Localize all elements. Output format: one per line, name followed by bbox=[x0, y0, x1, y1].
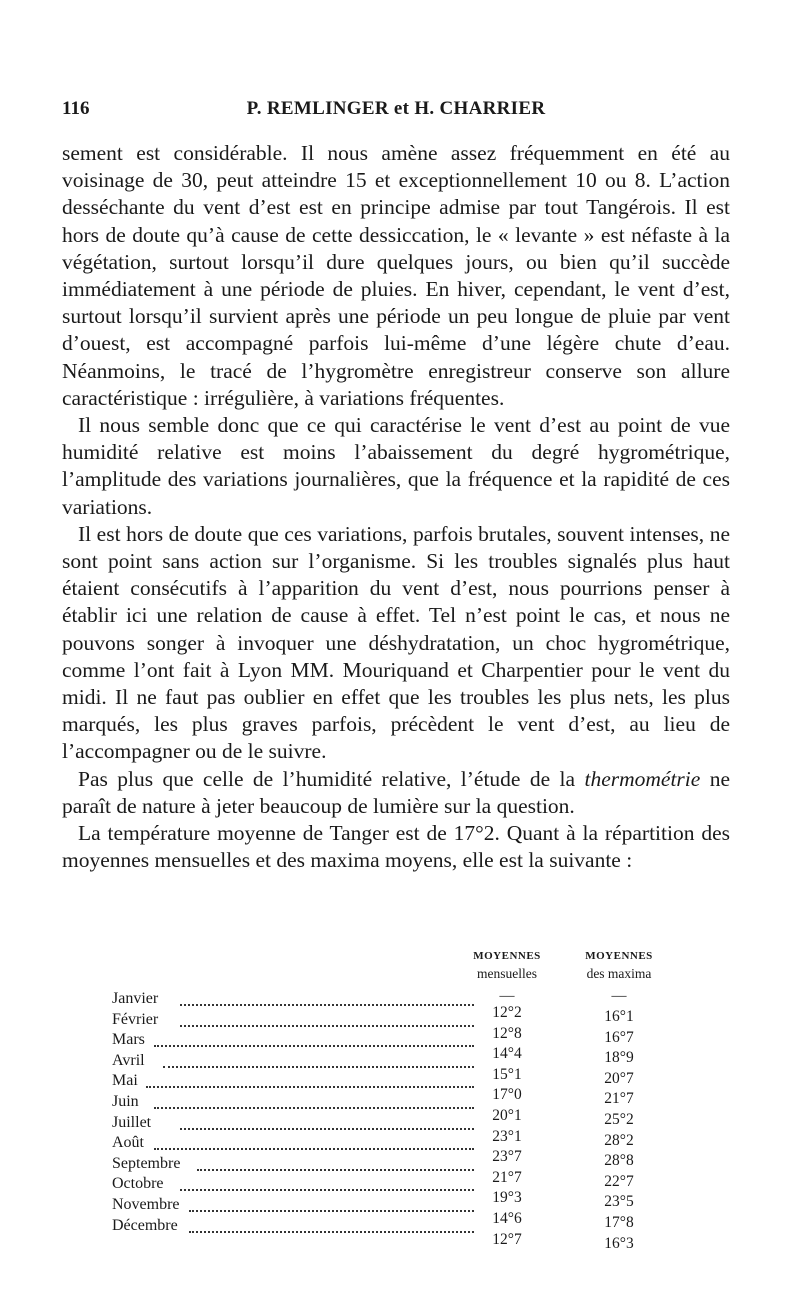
thermometrie-term: thermométrie bbox=[584, 766, 701, 791]
table-cell-moyenne-maxima: 25°2 bbox=[604, 1111, 634, 1128]
paragraph-2: Il nous semble donc que ce qui caractérise le vent d’est au point de vue humidité relative est moins l’abaissement du degré hygrométrique, l’amplitude des variations journalières, que la fréquence et la rapidité de ces variations. bbox=[62, 413, 730, 519]
table-row-label: Décembre bbox=[112, 1216, 178, 1234]
dot-leader bbox=[154, 1105, 474, 1109]
paragraph-4-start: Pas plus que celle de l’humidité relative, l’étude de la bbox=[78, 766, 576, 791]
column-header-moyennes-mensuelles bbox=[452, 948, 562, 982]
table-cell-moyenne-maxima: 28°8 bbox=[604, 1152, 634, 1170]
dot-leader bbox=[180, 1187, 474, 1191]
table-cell-moyenne-maxima: 16°3 bbox=[604, 1234, 634, 1252]
table-cell-moyenne-maxima: 21°7 bbox=[604, 1090, 634, 1108]
dot-leader bbox=[197, 1167, 474, 1171]
table-row-label: Février bbox=[112, 1010, 159, 1028]
table-cell-moyenne-maxima: 18°9 bbox=[604, 1049, 634, 1067]
dot-leader bbox=[180, 1002, 474, 1006]
table-cell-moyenne-mensuelle: 21°7 bbox=[492, 1168, 522, 1186]
table-cell-moyenne-mensuelle: 17°0 bbox=[492, 1086, 522, 1104]
table-row-label: Avril bbox=[112, 1051, 145, 1069]
table-cell-moyenne-mensuelle: 14°4 bbox=[492, 1045, 522, 1063]
table-row-label: Juillet bbox=[112, 1113, 152, 1131]
paragraph-4-end: ne paraît de nature à jeter beaucoup de lumière sur la question. bbox=[62, 766, 731, 818]
table-row-label: Novembre bbox=[112, 1196, 180, 1213]
dot-leader bbox=[180, 1023, 474, 1027]
table-cell-moyenne-mensuelle: 12°8 bbox=[492, 1024, 522, 1042]
table-row-label: Mars bbox=[112, 1031, 145, 1049]
table-row-label: Septembre bbox=[112, 1154, 181, 1172]
table-row-label: Juin bbox=[112, 1093, 139, 1110]
body-text bbox=[62, 140, 730, 874]
running-head: P. REMLINGER et H. CHARRIER bbox=[246, 98, 546, 119]
table-row-label: Octobre bbox=[112, 1175, 164, 1193]
dot-leader bbox=[154, 1043, 474, 1047]
table-cell-moyenne-mensuelle: 23°7 bbox=[492, 1148, 522, 1166]
column-dash: — bbox=[611, 988, 627, 1004]
dot-leader bbox=[180, 1126, 474, 1130]
column-header-caps: MOYENNES bbox=[473, 950, 541, 962]
table-cell-moyenne-maxima: 23°5 bbox=[604, 1193, 634, 1211]
table-cell-moyenne-mensuelle: 14°6 bbox=[492, 1210, 522, 1227]
paragraph-5: La température moyenne de Tanger est de 17°2. Quant à la répartition des moyennes mensuelles et des maxima moyens, elle est la suivante : bbox=[62, 821, 730, 873]
column-dash: — bbox=[499, 988, 515, 1004]
table-cell-moyenne-maxima: 17°8 bbox=[604, 1214, 634, 1231]
table-cell-moyenne-mensuelle: 12°2 bbox=[492, 1004, 522, 1021]
table-row-label: Mai bbox=[112, 1072, 138, 1090]
table-cell-moyenne-maxima: 22°7 bbox=[604, 1172, 634, 1190]
page-number: 116 bbox=[62, 98, 90, 119]
table-cell-moyenne-maxima: 20°7 bbox=[604, 1069, 634, 1087]
table-cell-moyenne-mensuelle: 12°7 bbox=[492, 1230, 522, 1248]
dot-leader bbox=[146, 1084, 474, 1088]
table-cell-moyenne-maxima: 16°1 bbox=[604, 1008, 634, 1025]
column-header-sub: des maxima bbox=[586, 966, 652, 981]
paragraph-3: Il est hors de doute que ces variations, parfois brutales, souvent intenses, ne sont point sans action sur l’organisme. Si les troubles signalés plus haut étaient consécutifs à l’apparition du vent d’est, nous pourrions penser à établir ici une relation de cause à effet. Tel n’est point le cas, et nous ne pouvons songer à invoquer une déshydratation, un choc hygrométrique, comme l’ont fait à Lyon MM. Mouriquand et Charpentier pour le vent du midi. Il ne faut pas oublier en effet que les troubles les plus nets, les plus marqués, les plus graves parfois, précèdent le vent d’est, au lieu de l’accompagner ou de le suivre. bbox=[62, 521, 730, 764]
column-header-moyennes-maxima bbox=[564, 948, 674, 982]
column-header-caps: MOYENNES bbox=[585, 950, 653, 962]
table-row-label: Août bbox=[112, 1134, 144, 1152]
column-header-sub: mensuelles bbox=[477, 966, 537, 981]
table-cell-moyenne-maxima: 16°7 bbox=[604, 1028, 634, 1046]
paragraph-4 bbox=[62, 766, 730, 820]
table-row-label: Janvier bbox=[112, 990, 159, 1007]
dot-leader bbox=[163, 1064, 474, 1068]
dot-leader bbox=[189, 1229, 474, 1233]
table-cell-moyenne-mensuelle: 20°1 bbox=[492, 1107, 522, 1124]
table-cell-moyenne-mensuelle: 15°1 bbox=[492, 1065, 522, 1083]
dot-leader bbox=[189, 1208, 474, 1212]
temperature-table bbox=[112, 948, 712, 1268]
table-cell-moyenne-mensuelle: 23°1 bbox=[492, 1127, 522, 1145]
table-cell-moyenne-mensuelle: 19°3 bbox=[492, 1189, 522, 1207]
table-cell-moyenne-maxima: 28°2 bbox=[604, 1131, 634, 1149]
dot-leader bbox=[154, 1146, 474, 1150]
page-header bbox=[62, 98, 730, 128]
paragraph-1: sement est considérable. Il nous amène assez fréquemment en été au voisinage de 30, peut atteindre 15 et exceptionnellement 10 ou 8. L’action desséchante du vent d’est est en principe admise par tout Tangérois. Il est hors de doute qu’à cause de cette dessiccation, le « levante » est néfaste à la végétation, surtout lorsqu’il dure quelques jours, ou bien qu’il succède immédiatement à une période de pluies. En hiver, cependant, le vent d’est, surtout lorsqu’il survient après une période un peu longue de pluie par vent d’ouest, est accompagné parfois lui-même d’une légère chute d’eau. Néanmoins, le tracé de l’hygromètre enregistreur conserve son allure caractéristique : irrégulière, à variations fréquentes. bbox=[62, 141, 730, 410]
